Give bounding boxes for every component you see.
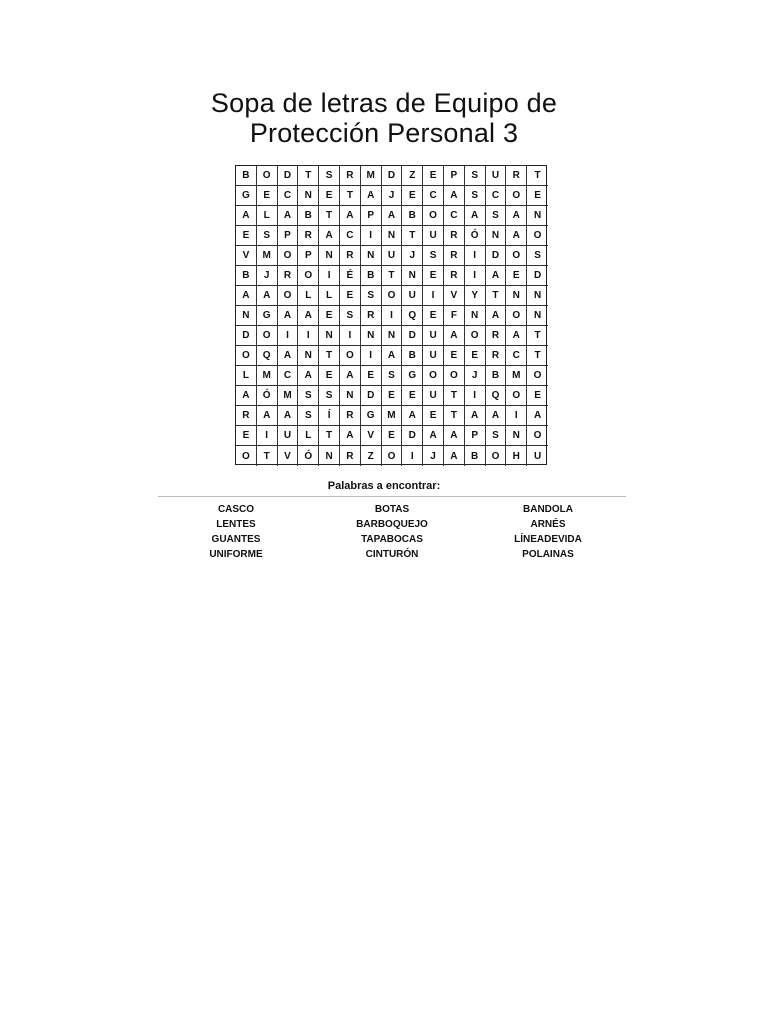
grid-cell: B: [236, 266, 257, 286]
grid-cell: I: [465, 266, 486, 286]
grid-cell: P: [361, 206, 382, 226]
grid-cell: O: [257, 166, 278, 186]
grid-cell: O: [382, 286, 403, 306]
grid-cell: A: [278, 206, 299, 226]
grid-cell: N: [382, 326, 403, 346]
grid-cell: N: [361, 326, 382, 346]
grid-cell: I: [423, 286, 444, 306]
grid-cell: N: [527, 286, 548, 306]
grid-cell: S: [319, 386, 340, 406]
grid-cell: A: [506, 226, 527, 246]
grid-cell: T: [444, 386, 465, 406]
word-item: TAPABOCAS: [361, 534, 423, 545]
grid-cell: O: [278, 246, 299, 266]
grid-cell: G: [257, 306, 278, 326]
grid-cell: P: [465, 426, 486, 446]
grid-cell: E: [402, 186, 423, 206]
grid-cell: O: [506, 306, 527, 326]
grid-cell: E: [423, 166, 444, 186]
grid-cell: R: [444, 226, 465, 246]
grid-cell: T: [319, 206, 340, 226]
words-heading: Palabras a encontrar:: [327, 480, 441, 492]
grid-cell: E: [423, 406, 444, 426]
grid-cell: P: [298, 246, 319, 266]
grid-cell: A: [278, 306, 299, 326]
grid-cell: A: [486, 266, 507, 286]
grid-cell: S: [298, 386, 319, 406]
grid-cell: S: [423, 246, 444, 266]
grid-cell: A: [486, 306, 507, 326]
grid-cell: N: [527, 306, 548, 326]
grid-cell: M: [257, 246, 278, 266]
grid-cell: A: [465, 406, 486, 426]
grid-cell: N: [298, 346, 319, 366]
grid-cell: I: [361, 346, 382, 366]
grid-cell: A: [382, 206, 403, 226]
grid-cell: T: [257, 446, 278, 466]
grid-cell: O: [527, 366, 548, 386]
grid-cell: C: [278, 366, 299, 386]
grid-cell: S: [257, 226, 278, 246]
grid-cell: E: [527, 186, 548, 206]
grid-cell: O: [465, 326, 486, 346]
grid-cell: E: [319, 306, 340, 326]
grid-cell: E: [465, 346, 486, 366]
grid-cell: N: [340, 386, 361, 406]
word-item: CASCO: [217, 504, 255, 515]
grid-cell: B: [465, 446, 486, 466]
grid-cell: T: [298, 166, 319, 186]
grid-cell: E: [423, 306, 444, 326]
grid-cell: M: [361, 166, 382, 186]
grid-cell: A: [382, 346, 403, 366]
grid-cell: A: [319, 226, 340, 246]
grid-cell: A: [340, 366, 361, 386]
grid-cell: O: [423, 366, 444, 386]
grid-cell: O: [257, 326, 278, 346]
grid-cell: G: [402, 366, 423, 386]
grid-cell: E: [527, 386, 548, 406]
grid-cell: T: [382, 266, 403, 286]
grid-cell: M: [278, 386, 299, 406]
grid-cell: R: [444, 246, 465, 266]
grid-cell: Q: [402, 306, 423, 326]
grid-cell: R: [340, 166, 361, 186]
grid-cell: N: [319, 446, 340, 466]
grid-cell: E: [340, 286, 361, 306]
grid-cell: T: [444, 406, 465, 426]
grid-cell: Z: [402, 166, 423, 186]
divider: [158, 496, 626, 497]
word-item: BARBOQUEJO: [356, 519, 428, 530]
grid-cell: N: [361, 246, 382, 266]
grid-cell: E: [236, 226, 257, 246]
grid-cell: N: [319, 326, 340, 346]
grid-cell: I: [402, 446, 423, 466]
grid-cell: A: [423, 426, 444, 446]
word-item: GUANTES: [211, 534, 261, 545]
word-item: CINTURÓN: [365, 549, 419, 560]
grid-cell: E: [257, 186, 278, 206]
word-search-grid: [235, 165, 547, 465]
grid-cell: E: [423, 266, 444, 286]
grid-cell: E: [402, 386, 423, 406]
grid-cell: D: [236, 326, 257, 346]
grid-cell: S: [465, 186, 486, 206]
grid-cell: A: [527, 406, 548, 426]
grid-cell: O: [486, 446, 507, 466]
grid-cell: Ó: [465, 226, 486, 246]
grid-cell: R: [444, 266, 465, 286]
grid-cell: T: [486, 286, 507, 306]
grid-cell: D: [278, 166, 299, 186]
grid-cell: A: [506, 206, 527, 226]
grid-cell: T: [319, 426, 340, 446]
grid-cell: D: [402, 326, 423, 346]
grid-cell: D: [486, 246, 507, 266]
grid-cell: T: [402, 226, 423, 246]
grid-cell: Ó: [298, 446, 319, 466]
grid-cell: S: [527, 246, 548, 266]
grid-cell: Z: [361, 446, 382, 466]
grid-cell: O: [236, 346, 257, 366]
grid-cell: O: [444, 366, 465, 386]
grid-cell: S: [486, 426, 507, 446]
grid-cell: D: [361, 386, 382, 406]
grid-cell: Q: [257, 346, 278, 366]
grid-cell: E: [236, 426, 257, 446]
grid-cell: J: [382, 186, 403, 206]
grid-cell: V: [444, 286, 465, 306]
grid-cell: A: [257, 406, 278, 426]
grid-cell: O: [527, 426, 548, 446]
grid-cell: A: [402, 406, 423, 426]
grid-cell: D: [527, 266, 548, 286]
word-item: ARNÉS: [530, 519, 566, 530]
grid-cell: S: [465, 166, 486, 186]
grid-cell: E: [361, 366, 382, 386]
grid-cell: Ó: [257, 386, 278, 406]
grid-cell: E: [382, 386, 403, 406]
grid-cell: I: [506, 406, 527, 426]
word-item: POLAINAS: [522, 549, 574, 560]
grid-cell: A: [465, 206, 486, 226]
grid-cell: A: [298, 366, 319, 386]
grid-cell: O: [278, 286, 299, 306]
grid-cell: L: [298, 286, 319, 306]
grid-cell: P: [278, 226, 299, 246]
grid-cell: E: [444, 346, 465, 366]
grid-cell: C: [278, 186, 299, 206]
title-line-1: Sopa de letras de Equipo de: [210, 88, 558, 118]
grid-cell: N: [465, 306, 486, 326]
grid-cell: I: [319, 266, 340, 286]
grid-cell: U: [423, 326, 444, 346]
grid-cell: F: [444, 306, 465, 326]
grid-cell: R: [278, 266, 299, 286]
grid-cell: I: [465, 386, 486, 406]
grid-cell: S: [361, 286, 382, 306]
grid-cell: L: [236, 366, 257, 386]
grid-cell: A: [278, 346, 299, 366]
grid-cell: U: [423, 226, 444, 246]
grid-cell: I: [298, 326, 319, 346]
grid-cell: B: [361, 266, 382, 286]
word-item: LENTES: [216, 519, 256, 530]
grid-cell: U: [402, 286, 423, 306]
grid-cell: B: [236, 166, 257, 186]
grid-cell: U: [278, 426, 299, 446]
grid-cell: A: [444, 326, 465, 346]
grid-cell: J: [402, 246, 423, 266]
word-list: [158, 502, 626, 562]
grid-cell: O: [382, 446, 403, 466]
grid-cell: R: [340, 406, 361, 426]
grid-cell: U: [486, 166, 507, 186]
grid-cell: O: [506, 186, 527, 206]
grid-cell: A: [298, 306, 319, 326]
grid-cell: B: [402, 206, 423, 226]
grid-cell: M: [506, 366, 527, 386]
grid-cell: N: [382, 226, 403, 246]
grid-cell: R: [486, 346, 507, 366]
grid-cell: Y: [465, 286, 486, 306]
grid-cell: A: [361, 186, 382, 206]
grid-cell: É: [340, 266, 361, 286]
grid-cell: J: [465, 366, 486, 386]
grid-cell: R: [486, 326, 507, 346]
grid-cell: S: [319, 166, 340, 186]
grid-cell: R: [506, 166, 527, 186]
grid-cell: O: [506, 386, 527, 406]
grid-cell: I: [465, 246, 486, 266]
grid-cell: A: [236, 286, 257, 306]
grid-cell: L: [319, 286, 340, 306]
grid-cell: N: [319, 246, 340, 266]
grid-cell: G: [236, 186, 257, 206]
grid-cell: E: [506, 266, 527, 286]
grid-cell: C: [506, 346, 527, 366]
grid-cell: H: [506, 446, 527, 466]
grid-cell: A: [506, 326, 527, 346]
grid-cell: D: [382, 166, 403, 186]
grid-cell: I: [361, 226, 382, 246]
grid-cell: R: [340, 246, 361, 266]
grid-cell: D: [402, 426, 423, 446]
grid-cell: I: [257, 426, 278, 446]
grid-cell: N: [486, 226, 507, 246]
word-item: BOTAS: [374, 504, 410, 515]
grid-cell: V: [278, 446, 299, 466]
grid-cell: E: [319, 186, 340, 206]
grid-cell: S: [298, 406, 319, 426]
grid-cell: S: [382, 366, 403, 386]
grid-cell: A: [236, 386, 257, 406]
word-item: BANDOLA: [523, 504, 573, 515]
grid-cell: C: [340, 226, 361, 246]
grid-cell: I: [340, 326, 361, 346]
grid-cell: L: [298, 426, 319, 446]
grid-cell: B: [486, 366, 507, 386]
grid-cell: A: [486, 406, 507, 426]
grid-cell: O: [236, 446, 257, 466]
grid-cell: Í: [319, 406, 340, 426]
grid-cell: S: [486, 206, 507, 226]
grid-cell: R: [361, 306, 382, 326]
grid-cell: O: [506, 246, 527, 266]
grid-cell: T: [527, 346, 548, 366]
grid-cell: U: [423, 346, 444, 366]
grid-cell: A: [236, 206, 257, 226]
grid-cell: E: [382, 426, 403, 446]
grid-cell: A: [444, 446, 465, 466]
grid-cell: C: [444, 206, 465, 226]
grid-cell: T: [527, 166, 548, 186]
grid-cell: R: [340, 446, 361, 466]
grid-cell: A: [444, 186, 465, 206]
grid-cell: T: [527, 326, 548, 346]
grid-cell: A: [340, 426, 361, 446]
grid-cell: O: [340, 346, 361, 366]
grid-cell: A: [340, 206, 361, 226]
grid-cell: V: [236, 246, 257, 266]
grid-cell: N: [527, 206, 548, 226]
grid-cell: B: [298, 206, 319, 226]
grid-cell: U: [533, 450, 542, 462]
grid-cell: M: [257, 366, 278, 386]
grid-cell: I: [382, 306, 403, 326]
grid-cell: J: [257, 266, 278, 286]
grid-cell: U: [382, 246, 403, 266]
grid-cell: R: [236, 406, 257, 426]
grid-cell: A: [278, 406, 299, 426]
word-item: LÍNEADEVIDA: [514, 534, 582, 545]
grid-cell: U: [423, 386, 444, 406]
grid-cell: A: [257, 286, 278, 306]
grid-cell: N: [298, 186, 319, 206]
grid-cell: M: [382, 406, 403, 426]
grid-cell: T: [340, 186, 361, 206]
grid-cell: O: [527, 226, 548, 246]
word-item: UNIFORME: [209, 549, 263, 560]
grid-cell: S: [340, 306, 361, 326]
grid-cell: T: [319, 346, 340, 366]
grid-cell: G: [361, 406, 382, 426]
grid-cell: C: [486, 186, 507, 206]
grid-cell: N: [506, 426, 527, 446]
grid-cell: O: [298, 266, 319, 286]
grid-cell: R: [298, 226, 319, 246]
grid-cell: I: [278, 326, 299, 346]
grid-cell: A: [444, 426, 465, 446]
grid-cell: N: [402, 266, 423, 286]
grid-cell: O: [423, 206, 444, 226]
grid-cell: C: [423, 186, 444, 206]
grid-cell: P: [444, 166, 465, 186]
grid-cell: J: [423, 446, 444, 466]
grid-cell: E: [319, 366, 340, 386]
grid-cell: V: [361, 426, 382, 446]
grid-cell: L: [257, 206, 278, 226]
grid-cell: N: [236, 306, 257, 326]
grid-cell: N: [506, 286, 527, 306]
grid-cell: B: [402, 346, 423, 366]
page-title: [0, 88, 768, 148]
title-line-2: Protección Personal 3: [249, 118, 519, 148]
grid-cell: Q: [486, 386, 507, 406]
